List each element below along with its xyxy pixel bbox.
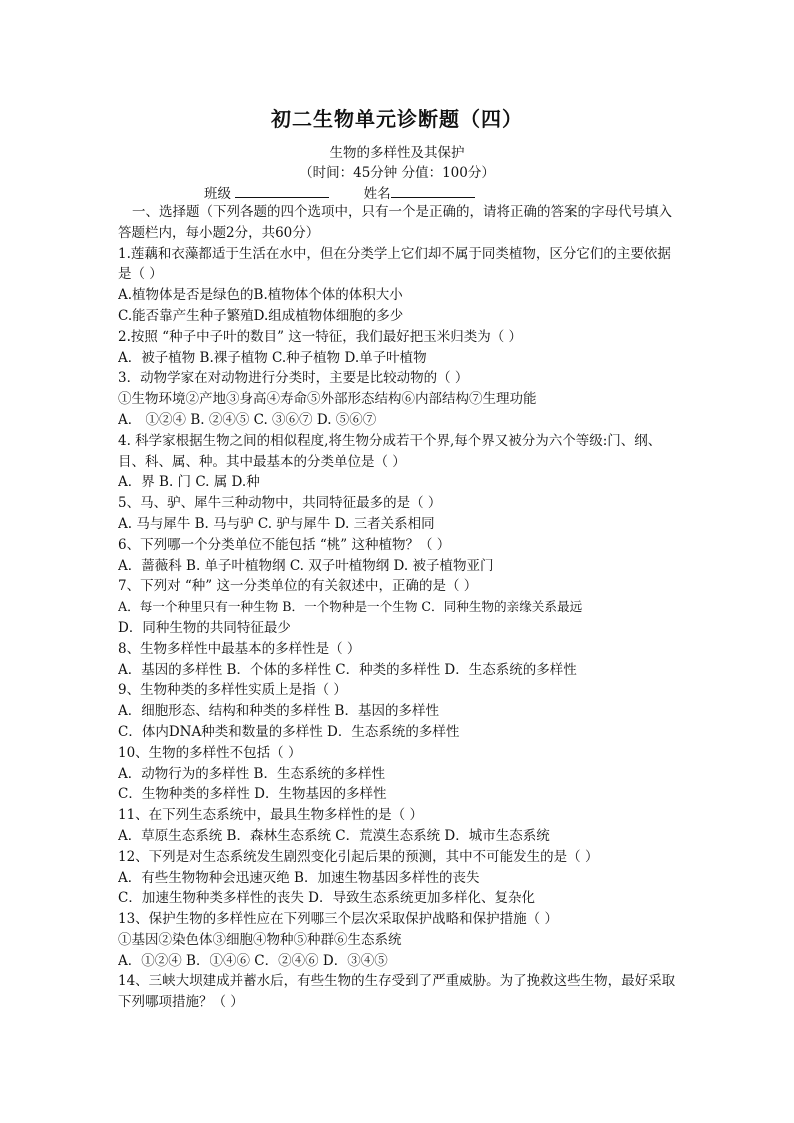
- question-line: 14、三峡大坝建成并蓄水后，有些生物的生存受到了严重威胁。为了挽救这些生物，最好采取下列哪项措施？（ ）: [118, 973, 676, 1011]
- option-line: C.能否靠产生种子繁殖D.组成植物体细胞的多少: [118, 307, 404, 324]
- option-line: A．有些生物物种会迅速灭绝 B．加速生物基因多样性的丧失: [118, 869, 480, 886]
- option-line: A．蔷薇科 B. 单子叶植物纲 C. 双子叶植物纲 D. 被子植物亚门: [118, 557, 494, 574]
- question-content: [118, 202, 680, 1013]
- question-line: 7、下列对 “种” 这一分类单位的有关叙述中，正确的是（ ）: [118, 578, 478, 595]
- option-line: A．基因的多样性 B．个体的多样性 C．种类的多样性 D．生态系统的多样性: [118, 661, 577, 678]
- option-line: A.植物体是否是绿色的B.植物体个体的体积大小: [118, 287, 403, 304]
- question-line: 5、马、驴、犀牛三种动物中，共同特征最多的是（ ）: [118, 495, 442, 512]
- option-line: C．体内DNA种类和数量的多样性 D．生态系统的多样性: [118, 723, 460, 740]
- option-line: A．动物行为的多样性 B．生态系统的多样性: [118, 765, 385, 782]
- question-line: 13、保护生物的多样性应在下列哪三个层次采取保护战略和保护措施（ ）: [118, 911, 558, 928]
- option-line: A．细胞形态、结构和种类的多样性 B．基因的多样性: [118, 703, 439, 720]
- option-line: C．生物种类的多样性 D．生物基因的多样性: [118, 786, 387, 803]
- option-line: A. 马与犀牛 B. 马与驴 C. 驴与犀牛 D. 三者关系相同: [118, 515, 435, 532]
- question-line: 4. 科学家根据生物之间的相似程度,将生物分成若干个界,每个界又被分为六个等级:门、纲、目、科、属、种。其中最基本的分类单位是（ ）: [118, 432, 662, 470]
- option-line: A．每一个种里只有一种生物 B．一个物种是一个生物 C．同种生物的亲缘关系最远: [118, 599, 583, 615]
- class-blank[interactable]: [235, 185, 329, 198]
- option-line: ①生物环境②产地③身高④寿命⑤外部形态结构⑥内部结构⑦生理功能: [118, 391, 537, 408]
- question-line: 12、下列是对生态系统发生剧烈变化引起后果的预测，其中不可能发生的是（ ）: [118, 848, 599, 865]
- name-label: 姓名: [363, 186, 391, 202]
- option-line: ①基因②染色体③细胞④物种⑤种群⑥生态系统: [118, 931, 402, 948]
- option-line: D．同种生物的共同特征最少: [118, 619, 291, 636]
- question-line: 8、生物多样性中最基本的多样性是（ ）: [118, 640, 361, 657]
- time-info: （时间：45分钟 分值：100分）: [299, 165, 495, 181]
- question-line: 6、下列哪一个分类单位不能包括 “桃” 这种植物？（ ）: [118, 536, 451, 553]
- option-line: A．被子植物 B.裸子植物 C.种子植物 D.单子叶植物: [118, 349, 427, 366]
- question-line: 11、在下列生态系统中，最具生物多样性的是（ ）: [118, 807, 423, 824]
- page-title: 初二生物单元诊断题（四）: [271, 107, 523, 131]
- name-blank[interactable]: [391, 185, 475, 198]
- option-line: A．界 B. 门 C. 属 D.种: [118, 474, 260, 491]
- option-line: A． ①②④ B. ②④⑤ C. ③⑥⑦ D. ⑤⑥⑦: [118, 411, 377, 428]
- question-line: 2.按照 “种子中子叶的数目” 这一特征，我们最好把玉米归类为（ ）: [118, 328, 523, 345]
- option-line: A．①②④ B．①④⑥ C．②④⑥ D．③④⑤: [118, 952, 388, 969]
- option-line: A．草原生态系统 B．森林生态系统 C．荒漠生态系统 D．城市生态系统: [118, 827, 550, 844]
- question-line: 1.莲藕和衣藻都适于生活在水中，但在分类学上它们却不属于同类植物，区分它们的主要依据是（ ）: [118, 245, 671, 283]
- class-label: 班级: [204, 186, 231, 202]
- option-line: C．加速生物种类多样性的丧失 D．导致生态系统更加多样化、复杂化: [118, 890, 535, 907]
- section-heading: 一、选择题（下列各题的四个选项中，只有一个是正确的，请将正确的答案的字母代号填入答题栏内，每小题2分，共60分）: [118, 204, 672, 241]
- question-line: 10、生物的多样性不包括（ ）: [118, 744, 302, 761]
- question-line: 9、生物种类的多样性实质上是指（ ）: [118, 682, 347, 699]
- class-name-line: [204, 182, 475, 202]
- question-line: 3．动物学家在对动物进行分类时，主要是比较动物的（ ）: [118, 370, 469, 387]
- page-subtitle: 生物的多样性及其保护: [329, 145, 465, 161]
